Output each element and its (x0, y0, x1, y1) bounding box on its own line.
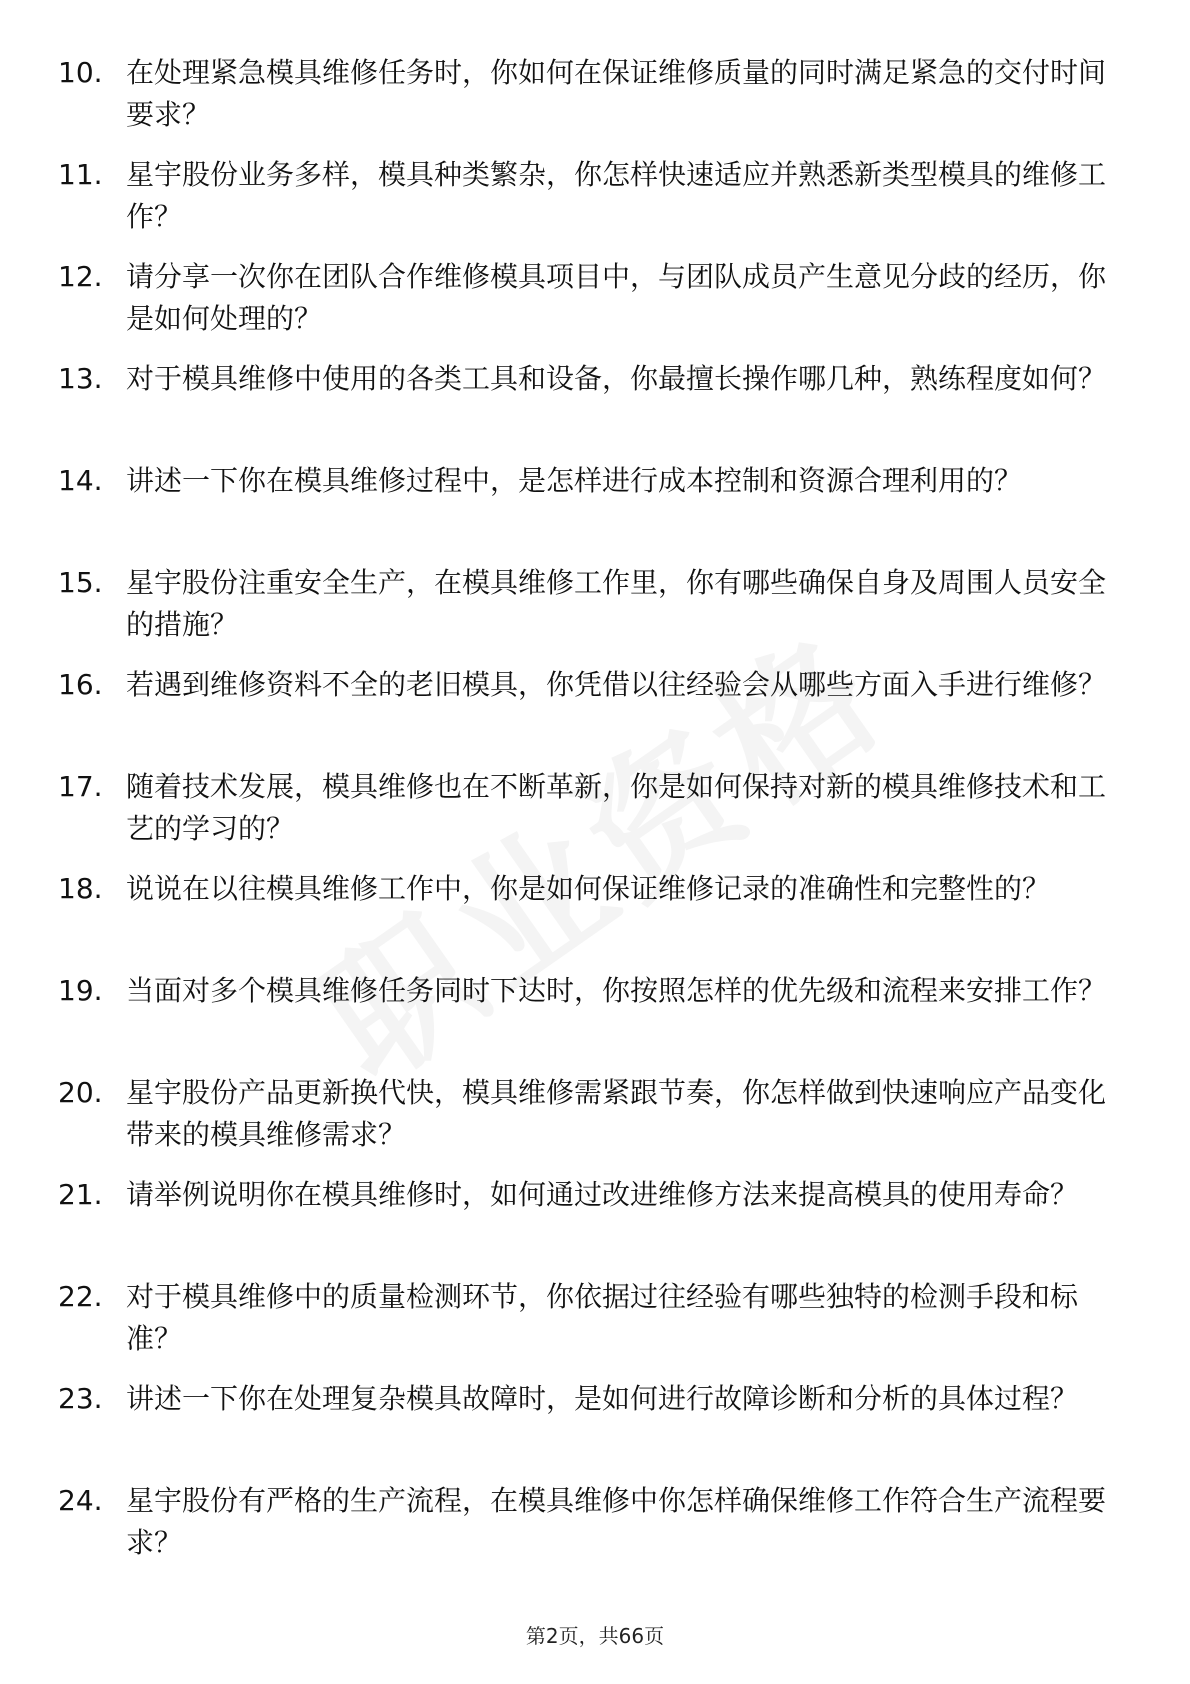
question-number: 15. (58, 566, 103, 599)
question-number: 18. (58, 872, 103, 905)
question-item (58, 52, 1138, 154)
question-number: 21. (58, 1178, 103, 1211)
question-item (58, 154, 1138, 256)
question-item (58, 664, 1138, 766)
question-number: 10. (58, 56, 103, 89)
question-text: 在处理紧急模具维修任务时，你如何在保证维修质量的同时满足紧急的交付时间要求？ (126, 56, 1107, 131)
question-text: 对于模具维修中的质量检测环节，你依据过往经验有哪些独特的检测手段和标准？ (126, 1280, 1079, 1355)
question-number: 24. (58, 1484, 103, 1517)
question-text: 讲述一下你在处理复杂模具故障时，是如何进行故障诊断和分析的具体过程？ (126, 1382, 1079, 1415)
question-item (58, 460, 1138, 562)
question-item (58, 562, 1138, 664)
question-item (58, 766, 1138, 868)
question-number: 13. (58, 362, 103, 395)
question-text: 请分享一次你在团队合作维修模具项目中，与团队成员产生意见分歧的经历，你是如何处理的？ (126, 260, 1107, 335)
question-item (58, 256, 1138, 358)
question-text: 星宇股份产品更新换代快，模具维修需紧跟节奏，你怎样做到快速响应产品变化带来的模具维修需求？ (126, 1076, 1107, 1151)
question-text: 对于模具维修中使用的各类工具和设备，你最擅长操作哪几种，熟练程度如何？ (126, 362, 1107, 395)
question-item (58, 1174, 1138, 1276)
question-number: 23. (58, 1382, 103, 1415)
question-text: 讲述一下你在模具维修过程中，是怎样进行成本控制和资源合理利用的？ (126, 464, 1023, 497)
question-number: 19. (58, 974, 103, 1007)
question-item (58, 1072, 1138, 1174)
question-item (58, 358, 1138, 460)
question-text: 说说在以往模具维修工作中，你是如何保证维修记录的准确性和完整性的？ (126, 872, 1051, 905)
question-number: 20. (58, 1076, 103, 1109)
question-text: 星宇股份业务多样，模具种类繁杂，你怎样快速适应并熟悉新类型模具的维修工作？ (126, 158, 1107, 233)
page-footer: 第2页，共66页 (525, 1624, 665, 1648)
question-number: 17. (58, 770, 103, 803)
question-text: 随着技术发展，模具维修也在不断革新，你是如何保持对新的模具维修技术和工艺的学习的？ (126, 770, 1107, 845)
question-number: 11. (58, 158, 103, 191)
question-text: 当面对多个模具维修任务同时下达时，你按照怎样的优先级和流程来安排工作？ (126, 974, 1107, 1007)
question-item (58, 970, 1138, 1072)
question-number: 12. (58, 260, 103, 293)
question-item (58, 1480, 1138, 1582)
question-list (58, 52, 1138, 1582)
question-number: 16. (58, 668, 103, 701)
question-item (58, 1378, 1138, 1480)
question-text: 请举例说明你在模具维修时，如何通过改进维修方法来提高模具的使用寿命？ (126, 1178, 1079, 1211)
question-number: 22. (58, 1280, 103, 1313)
question-number: 14. (58, 464, 103, 497)
question-text: 星宇股份注重安全生产，在模具维修工作里，你有哪些确保自身及周围人员安全的措施？ (126, 566, 1107, 641)
question-text: 若遇到维修资料不全的老旧模具，你凭借以往经验会从哪些方面入手进行维修？ (126, 668, 1107, 701)
question-item (58, 1276, 1138, 1378)
question-item (58, 868, 1138, 970)
question-text: 星宇股份有严格的生产流程，在模具维修中你怎样确保维修工作符合生产流程要求？ (126, 1484, 1107, 1559)
